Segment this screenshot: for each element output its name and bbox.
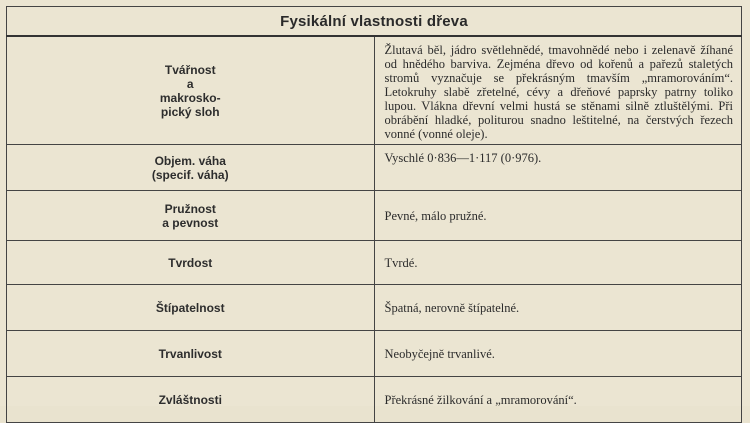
table-row xyxy=(7,377,742,423)
row-label xyxy=(7,377,375,423)
table-title: Fysikální vlastnosti dřeva xyxy=(7,7,742,37)
label-line: Štípatelnost xyxy=(155,300,225,315)
table-row xyxy=(7,241,742,285)
row-text: Překrásné žilkování a „mramorování“. xyxy=(374,377,742,423)
row-text: Pevné, málo pružné. xyxy=(374,191,742,241)
row-label xyxy=(7,241,375,285)
label-line: Tvářnost xyxy=(164,62,216,77)
label-line: (specif. váha) xyxy=(151,167,229,182)
table-row xyxy=(7,36,742,145)
table-row xyxy=(7,285,742,331)
properties-table xyxy=(6,6,742,423)
row-label xyxy=(7,285,375,331)
label-line: Objem. váha xyxy=(154,153,226,168)
label-line: Pružnost xyxy=(164,201,216,216)
label-line: Tvrdost xyxy=(168,255,213,270)
row-label xyxy=(7,331,375,377)
row-label xyxy=(7,36,375,145)
row-text: Špatná, nerovně štípatelné. xyxy=(374,285,742,331)
label-line: makrosko- xyxy=(159,90,221,105)
label-line: Zvláštnosti xyxy=(158,392,222,407)
table-row xyxy=(7,191,742,241)
label-line: Trvanlivost xyxy=(158,346,222,361)
row-text: Tvrdé. xyxy=(374,241,742,285)
label-line: pický sloh xyxy=(160,104,220,119)
row-text: Vyschlé 0·836—1·117 (0·976). xyxy=(374,145,742,191)
label-line: a pevnost xyxy=(162,215,219,230)
row-text: Žlutavá běl, jádro světlehnědé, tmavohnědé nebo i zelenavě žíhané od hnědého barviva. Zejména dřevo od kořenů a pařezů staletých stromů vyznačuje se překrásným tmavším „mramorováním“. Letokruhy slabě zřetelné, cévy a dřeňové paprsky patrny toliko lupou. Vlákna dřevní velmi hustá se stěnami silně ztluštělými. Při obrábění hladké, politurou snadno leštitelné, na čerstvých řezech vonné (vonné oleje). xyxy=(374,36,742,145)
row-label xyxy=(7,191,375,241)
table-row xyxy=(7,145,742,191)
table-row xyxy=(7,331,742,377)
row-label xyxy=(7,145,375,191)
label-line: a xyxy=(186,76,194,91)
row-text: Neobyčejně trvanlivé. xyxy=(374,331,742,377)
title-row xyxy=(7,7,742,37)
